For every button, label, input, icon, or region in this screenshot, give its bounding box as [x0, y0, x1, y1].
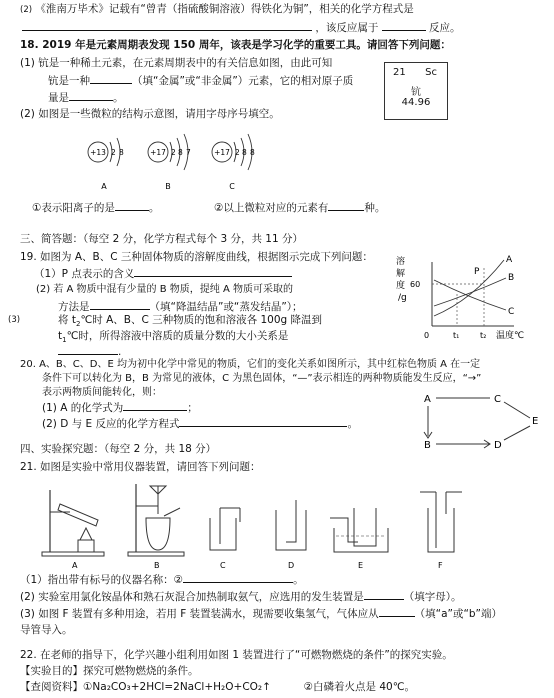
- relation-diagram: [420, 388, 550, 458]
- atom-c-shell-1-count: 2: [235, 148, 240, 157]
- solubility-curve-graph: [392, 254, 542, 350]
- q22-info-equation: 【查阅资料】①Na₂CO₃+2HCl=2NaCl+H₂O+CO₂↑: [20, 681, 271, 693]
- atom-a: [88, 138, 124, 191]
- q18-answer-2-text: ②以上微粒对应的元素有: [214, 202, 329, 214]
- node-b: B: [424, 440, 431, 451]
- q18-part1-line2: [48, 73, 353, 88]
- q18-stem: 18. 2019 年是元素周期表发现 150 周年，该表是学习化学的重要工具。请回答下列问题：: [20, 39, 451, 51]
- atom-b-label: B: [165, 182, 171, 191]
- cell-name: 钪: [411, 87, 421, 98]
- graph-label-a: A: [506, 255, 513, 265]
- q19-part1: [34, 266, 292, 281]
- atom-c-label: C: [229, 182, 235, 191]
- atom-b-shell-2-count: 8: [178, 148, 183, 157]
- q21-part3-line2: 导管导入。: [20, 624, 73, 636]
- q22-stem: 22. 在老师的指导下，化学兴趣小组利用如图 1 装置进行了“可燃物燃烧的条件”的探究实验。: [20, 649, 453, 661]
- q21-blank-device[interactable]: [364, 589, 404, 600]
- q18-answer-2: [214, 200, 385, 215]
- q22-info-ignition: ②白磷着火点是 40℃。: [303, 681, 416, 693]
- section-3-heading: 三、简答题：（每空 2 分，化学方程式每个 3 分，共 11 分）: [20, 233, 303, 245]
- q18-part1-text2: （填“金属”或“非金属”）元素，它的相对原子质: [132, 75, 354, 87]
- q19-part3-text2: ℃时，所得溶液中溶质的质量分数的大小关系是: [66, 330, 289, 342]
- q21-part1-text: （1）指出带有标号的仪器名称：②: [20, 574, 184, 586]
- atom-b-shell-1-count: 2: [171, 148, 176, 157]
- q20-part1-text: (1) A 的化学式为: [42, 402, 124, 414]
- graph-tick-t2: t₂: [480, 331, 487, 340]
- atom-a-shell-2-count: 8: [119, 148, 124, 157]
- q17-part2-end: 反应。: [429, 22, 461, 34]
- graph-label-c: C: [508, 307, 515, 317]
- curve-c: [434, 280, 506, 310]
- node-e: E: [532, 416, 539, 427]
- q22-aim: 【实验目的】探究可燃物燃烧的条件。: [20, 665, 199, 677]
- q19-blank-method[interactable]: [90, 299, 150, 310]
- q19-part3-line3: [58, 344, 121, 359]
- q18-answer-1-end: 。: [148, 202, 160, 214]
- atom-c-nucleus: +17: [214, 148, 230, 157]
- q20-part1-end: ；: [187, 402, 198, 414]
- graph-ylabel-2: 解: [396, 269, 406, 279]
- apparatus-b-base: [128, 552, 184, 556]
- cell-symbol: Sc: [425, 67, 437, 78]
- q19-part2-line1: (2) 若 A 物质中混有少量的 B 物质，提纯 A 物质可采取的: [36, 284, 293, 295]
- q19-part3-number: (3): [8, 315, 21, 325]
- graph-tick-60: 60: [410, 280, 421, 289]
- apparatus-d-jar: [276, 510, 306, 550]
- curve-b: [434, 278, 506, 306]
- q18-blank-mass[interactable]: [69, 90, 113, 101]
- q18-answer-1: [32, 200, 159, 215]
- q17-part2-tail: ，该反应属于: [315, 22, 379, 34]
- node-d: D: [494, 440, 502, 451]
- q20-stem-line2: 条件下可以转化为 B，B 为常见的液体，C 为黑色固体，“—”表示相连的两种物质能发生反应，“→”: [42, 373, 482, 384]
- atom-b-nucleus: +17: [150, 148, 166, 157]
- cell-mass: 44.96: [401, 97, 431, 108]
- q19-part3-text-t1: t: [58, 330, 63, 342]
- q19-part2-text: 方法是: [58, 301, 90, 313]
- atom-b-shell-3-count: 7: [186, 148, 191, 157]
- q18-blank-metal[interactable]: [90, 73, 132, 84]
- q21-blank-end[interactable]: [379, 606, 415, 617]
- q18-part1-line3: [48, 90, 124, 105]
- apparatus-b-outlet-tube: [164, 508, 180, 516]
- q17-part2-answer-line: [22, 20, 461, 35]
- apparatus-d-tube: [286, 500, 296, 542]
- curve-a: [434, 260, 504, 316]
- atom-a-shell-1-count: 2: [111, 148, 116, 157]
- apparatus-a-label: A: [72, 561, 78, 570]
- atom-structure-diagrams: [70, 122, 280, 192]
- apparatus-d: [276, 500, 306, 570]
- q19-part3-line1: 将 $t_2℃$时 A、B、C 三种物质的饱和溶液各 100g 降温到: [58, 314, 323, 329]
- apparatus-b-label: B: [154, 561, 160, 570]
- q21-part3-text: (3) 如图 F 装置有多种用途，若用 F 装置装满水，现需要收集氢气，气体应从: [20, 608, 379, 620]
- apparatus-a-base: [42, 552, 104, 556]
- q18-blank-cation[interactable]: [115, 200, 149, 211]
- q19-part3-line2: $t_1℃$时，所得溶液中溶质的质量分数的大小关系是: [58, 330, 289, 345]
- q19-part2-text2: （填“降温结晶”或“蒸发结晶”）；: [149, 301, 303, 313]
- q19-blank-relation[interactable]: [58, 344, 118, 355]
- q21-part2-text: (2) 实验室用氯化铵晶体和熟石灰混合加热制取氨气，应选用的发生装置是: [20, 591, 364, 603]
- q17-part2-text: 《淮南万毕术》记载有“曾青（指硫酸铜溶液）得铁化为铜”，相关的化学方程式是: [35, 3, 414, 15]
- q19-part3-text: ℃时 A、B、C 三种物质的饱和溶液各 100g 降温到: [80, 314, 323, 326]
- graph-ylabel-4: /g: [398, 293, 407, 303]
- node-c: C: [494, 394, 501, 405]
- q17-part2-number: (2): [20, 5, 33, 15]
- apparatus-a-test-tube: [58, 504, 98, 526]
- q19-blank-p-meaning[interactable]: [134, 266, 292, 277]
- q20-part1: [42, 400, 198, 415]
- q19-part1-text: （1）P 点表示的含义: [34, 268, 135, 280]
- atom-c-shell-3-count: 8: [250, 148, 255, 157]
- apparatus-f-bottle: [428, 508, 454, 552]
- graph-point-p: P: [474, 267, 480, 277]
- q19-part2-line2: [58, 299, 303, 314]
- graph-ylabel-1: 溶: [396, 257, 406, 267]
- graph-xlabel: 温度℃: [496, 331, 525, 341]
- q19-stem: 19. 如图为 A、B、C 三种固体物质的溶解度曲线，根据图示完成下列问题：: [20, 251, 373, 263]
- q20-blank-formula[interactable]: [123, 400, 187, 411]
- q21-part2-end: （填字母）。: [403, 591, 462, 603]
- apparatus-e: [330, 508, 388, 570]
- q22-info: [20, 680, 415, 694]
- apparatus-a: [42, 490, 104, 570]
- q21-part2: [20, 589, 461, 604]
- atom-c-shell-2-count: 8: [242, 148, 247, 157]
- q20-part2: [42, 416, 358, 431]
- apparatus-e-trough: [334, 528, 388, 552]
- q17-blank-reaction-type[interactable]: [382, 20, 426, 31]
- node-a: A: [424, 394, 431, 405]
- atom-c: [212, 134, 255, 191]
- apparatus-a-alcohol-lamp: [80, 528, 92, 540]
- q20-part2-end: 。: [347, 418, 358, 430]
- apparatus-e-label: E: [358, 561, 364, 570]
- q20-stem-line3: 表示两物质间能转化，则：: [42, 387, 162, 398]
- apparatus-d-label: D: [288, 561, 295, 570]
- q18-answer-2-end: 种。: [364, 202, 386, 214]
- q18-part1-text: 钪是一种: [48, 75, 90, 87]
- q19-part3-text-t: 将 t: [58, 314, 76, 326]
- apparatus-a-lamp-body: [78, 540, 94, 552]
- q17-blank-equation[interactable]: [22, 20, 312, 31]
- q20-stem-line1: 20. A、B、C、D、E 均为初中化学中常见的物质，它们的变化关系如图所示，其中红棕色物质 A 在一定: [20, 359, 481, 370]
- apparatus-f-label: F: [438, 561, 443, 570]
- apparatus-c-label: C: [220, 561, 226, 570]
- edge-c-e: [504, 402, 530, 418]
- edge-d-e: [504, 426, 530, 440]
- q21-blank-instrument[interactable]: [183, 572, 293, 583]
- graph-label-b: B: [508, 273, 515, 283]
- q18-part2: (2) 如图是一些微粒的结构示意图，请用字母序号填空。: [20, 108, 280, 120]
- apparatus-b: [128, 484, 184, 570]
- q21-part1-end: 。: [293, 574, 304, 586]
- q20-blank-equation[interactable]: [179, 416, 347, 427]
- q21-part3: [20, 606, 502, 621]
- q18-answer-1-text: ①表示阳离子的是: [32, 202, 115, 214]
- q18-part1-line1: (1) 钪是一种稀土元素，在元素周期表中的有关信息如图，由此可知: [20, 57, 333, 69]
- graph-ylabel-3: 度: [396, 281, 406, 291]
- q17-part2: [20, 2, 414, 17]
- periodic-cell: [384, 62, 448, 120]
- graph-tick-t1: t₁: [453, 331, 460, 340]
- cell-atomic-number: 21: [393, 67, 406, 78]
- q18-part1-text4: 。: [113, 92, 124, 104]
- apparatus-c: [210, 508, 240, 570]
- section-4-heading: 四、实验探究题：（每空 2 分，共 18 分）: [20, 443, 217, 455]
- lab-apparatus: [40, 478, 510, 570]
- q19-part3-end: .: [118, 346, 122, 358]
- q21-part3-end: （填“a”或“b”端）: [414, 608, 502, 620]
- graph-origin: 0: [424, 331, 430, 340]
- apparatus-f: [420, 492, 462, 570]
- atom-a-nucleus: +13: [90, 148, 106, 157]
- q20-part2-text: (2) D 与 E 反应的化学方程式: [42, 418, 180, 430]
- q21-stem: 21. 如图是实验中常用仪器装置，请回答下列问题：: [20, 461, 261, 473]
- q21-part1: [20, 572, 304, 587]
- q18-part1-text3: 量是: [48, 92, 69, 104]
- q18-blank-elements[interactable]: [328, 200, 364, 211]
- apparatus-b-flask: [146, 518, 170, 550]
- atom-a-label: A: [101, 182, 107, 191]
- atom-b: [148, 134, 191, 191]
- apparatus-c-bottle: [210, 518, 236, 550]
- apparatus-e-cylinder: [354, 508, 376, 546]
